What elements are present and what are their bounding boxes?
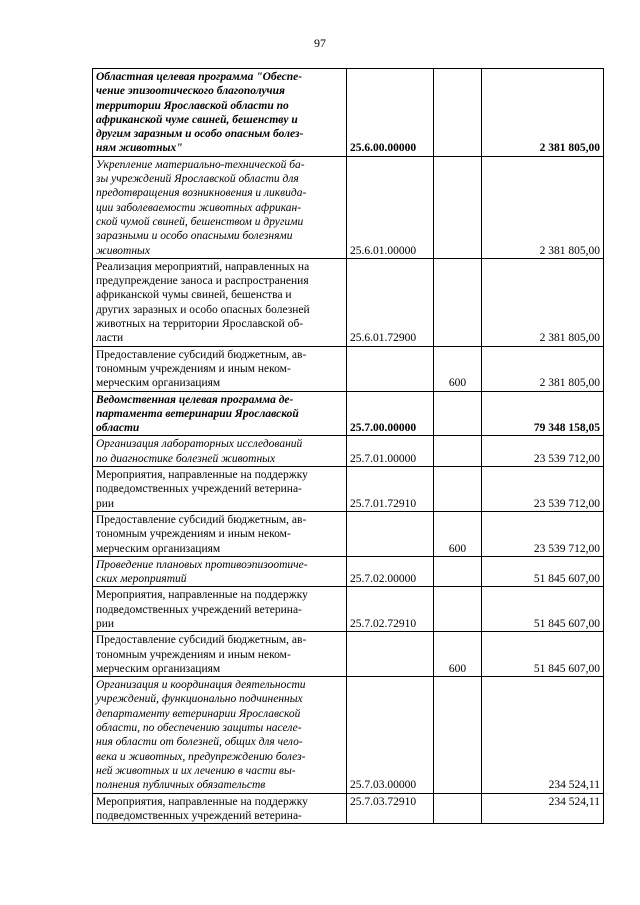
description-line: африканской чумы свиней, бешенства и: [96, 289, 292, 302]
description-line: ния области от болезней, общих для чело-: [96, 736, 303, 749]
row-description: [93, 587, 347, 632]
description-line: тономным учреждениям и иным неком-: [96, 528, 291, 541]
row-description: [93, 511, 347, 556]
description-line: мерческим организациям: [96, 377, 221, 390]
description-line: Реализация мероприятий, направленных на: [96, 260, 310, 273]
table-row: [93, 511, 604, 556]
description-line: предупреждение заноса и распространения: [96, 275, 309, 288]
description-line: Предоставление субсидий бюджетным, ав-: [96, 348, 307, 361]
description-line: ней животных и их лечению в части вы-: [96, 764, 296, 777]
row-amount: 23 539 712,00: [482, 511, 604, 556]
table-row: [93, 677, 604, 793]
row-code: [347, 346, 434, 391]
description-line: рии: [96, 617, 115, 630]
row-code: 25.7.01.72910: [347, 467, 434, 512]
row-code: 25.7.00.00000: [347, 391, 434, 436]
row-description: [93, 556, 347, 587]
description-line: Мероприятия, направленные на поддержку: [96, 469, 308, 482]
description-line: Укрепление материально-технической ба-: [96, 158, 305, 171]
row-description: [93, 156, 347, 258]
description-line: ции заболеваемости животных африкан-: [96, 201, 302, 214]
description-line: Организация и координация деятельности: [96, 679, 306, 692]
row-amount: 23 539 712,00: [482, 436, 604, 467]
description-line: африканской чуме свиней, бешенству и: [96, 113, 298, 126]
row-expense-type: 600: [434, 632, 482, 677]
row-expense-type: [434, 677, 482, 793]
description-line: ласти: [96, 332, 124, 345]
budget-table: [92, 68, 604, 824]
description-line: мерческим организациям: [96, 662, 221, 675]
budget-table-body: [93, 69, 604, 824]
table-row: [93, 556, 604, 587]
description-line: другим заразным и особо опасным болез-: [96, 128, 304, 141]
row-description: [93, 677, 347, 793]
description-line: подведомственных учреждений ветерина-: [96, 603, 302, 616]
table-row: [93, 156, 604, 258]
row-amount: 234 524,11: [482, 793, 604, 824]
row-amount: 23 539 712,00: [482, 467, 604, 512]
row-description: [93, 632, 347, 677]
row-amount: 234 524,11: [482, 677, 604, 793]
description-line: Мероприятия, направленные на поддержку: [96, 589, 308, 602]
row-code: [347, 511, 434, 556]
table-row: [93, 632, 604, 677]
row-code: 25.7.02.00000: [347, 556, 434, 587]
row-amount: 51 845 607,00: [482, 556, 604, 587]
description-line: Мероприятия, направленные на поддержку: [96, 795, 308, 808]
row-expense-type: [434, 467, 482, 512]
row-expense-type: [434, 258, 482, 346]
row-description: [93, 793, 347, 824]
row-code: 25.7.03.72910: [347, 793, 434, 824]
row-expense-type: [434, 69, 482, 157]
row-expense-type: [434, 556, 482, 587]
description-line: Областная целевая программа "Обеспе-: [96, 71, 303, 83]
description-line: по диагностике болезней животных: [96, 452, 276, 465]
row-amount: 2 381 805,00: [482, 156, 604, 258]
row-expense-type: [434, 436, 482, 467]
description-line: Предоставление субсидий бюджетным, ав-: [96, 634, 307, 647]
table-row: [93, 346, 604, 391]
row-description: [93, 391, 347, 436]
description-line: подведомственных учреждений ветерина-: [96, 809, 302, 822]
row-code: [347, 632, 434, 677]
description-line: чение эпизоотического благополучия: [96, 85, 285, 98]
row-amount: 2 381 805,00: [482, 346, 604, 391]
table-row: [93, 436, 604, 467]
description-line: заразными и особо опасными болезнями: [96, 230, 293, 243]
row-expense-type: [434, 391, 482, 436]
row-code: 25.6.01.72900: [347, 258, 434, 346]
description-line: области: [96, 422, 140, 435]
row-code: 25.6.00.00000: [347, 69, 434, 157]
row-expense-type: 600: [434, 511, 482, 556]
row-code: 25.6.01.00000: [347, 156, 434, 258]
description-line: животных: [96, 244, 150, 257]
description-line: зы учреждений Ярославской области для: [96, 173, 299, 186]
table-row: [93, 467, 604, 512]
description-line: мерческим организациям: [96, 542, 221, 555]
description-line: других заразных и особо опасных болезней: [96, 303, 310, 316]
description-line: ской чумой свиней, бешенством и другими: [96, 215, 304, 228]
table-row: [93, 391, 604, 436]
description-line: ням животных": [96, 142, 183, 155]
description-line: партамента ветеринарии Ярославской: [96, 407, 299, 420]
description-line: рии: [96, 497, 115, 510]
row-description: [93, 258, 347, 346]
row-code: 25.7.03.00000: [347, 677, 434, 793]
row-description: [93, 436, 347, 467]
description-line: Предоставление субсидий бюджетным, ав-: [96, 513, 307, 526]
description-line: департаменту ветеринарии Ярославской: [96, 707, 301, 720]
description-line: Организация лабораторных исследований: [96, 438, 303, 451]
description-line: тономным учреждениям и иным неком-: [96, 362, 291, 375]
row-code: 25.7.01.00000: [347, 436, 434, 467]
row-amount: 2 381 805,00: [482, 258, 604, 346]
description-line: полнения публичных обязательств: [96, 779, 266, 792]
table-row: [93, 69, 604, 157]
row-expense-type: [434, 156, 482, 258]
table-row: [93, 258, 604, 346]
row-amount: 51 845 607,00: [482, 632, 604, 677]
description-line: животных на территории Ярославской об-: [96, 318, 304, 331]
row-amount: 51 845 607,00: [482, 587, 604, 632]
page-number: 97: [314, 36, 326, 50]
row-expense-type: [434, 587, 482, 632]
description-line: учреждений, функционально подчиненных: [96, 693, 303, 706]
row-description: [93, 346, 347, 391]
description-line: Ведомственная целевая программа де-: [96, 393, 294, 406]
description-line: ских мероприятий: [96, 573, 187, 586]
row-code: 25.7.02.72910: [347, 587, 434, 632]
row-description: [93, 69, 347, 157]
description-line: предотвращения возникновения и ликвида-: [96, 187, 307, 200]
row-amount: 2 381 805,00: [482, 69, 604, 157]
table-row: [93, 793, 604, 824]
description-line: области, по обеспечению защиты населе-: [96, 722, 302, 735]
description-line: тономным учреждениям и иным неком-: [96, 648, 291, 661]
description-line: Проведение плановых противоэпизоотиче-: [96, 558, 308, 571]
row-expense-type: 600: [434, 346, 482, 391]
description-line: территории Ярославской области по: [96, 99, 289, 112]
row-expense-type: [434, 793, 482, 824]
row-amount: 79 348 158,05: [482, 391, 604, 436]
description-line: подведомственных учреждений ветерина-: [96, 483, 302, 496]
table-row: [93, 587, 604, 632]
row-description: [93, 467, 347, 512]
description-line: века и животных, предупреждению болез-: [96, 750, 306, 763]
